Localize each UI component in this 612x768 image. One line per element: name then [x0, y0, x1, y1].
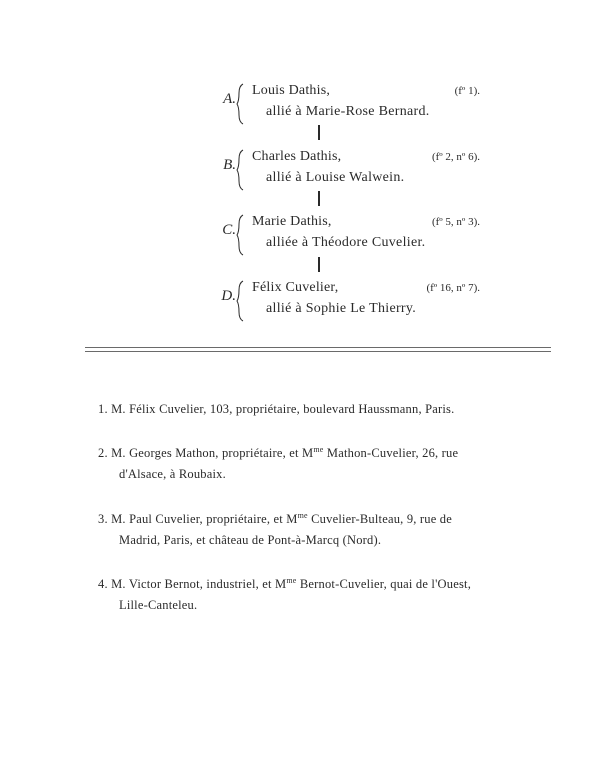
brace-icon	[236, 149, 246, 191]
generation-letter: C.	[222, 222, 236, 238]
divider-rule	[85, 351, 551, 352]
brace-icon	[236, 83, 246, 125]
genealogy-entry-b	[0, 149, 612, 199]
person-name: Félix Cuvelier,	[252, 280, 339, 295]
address-line-continued: Lille-Canteleu.	[119, 598, 198, 612]
folio-reference: (fº 5, nº 3).	[431, 216, 480, 228]
genealogy-entry-a	[0, 83, 612, 133]
brace-icon	[236, 280, 246, 322]
spouse-line: allié à Marie-Rose Bernard.	[266, 104, 430, 119]
spouse-line: allié à Louise Walwein.	[266, 170, 405, 185]
address-line: 3. M. Paul Cuvelier, propriétaire, et $M^{me}$ Cuvelier-Bulteau, 9, rue de	[98, 511, 453, 526]
genealogy-entry-d	[0, 280, 612, 330]
address-entry-3	[98, 509, 558, 551]
address-line: 2. M. Georges Mathon, propriétaire, et $M^{me}$ Mathon-Cuvelier, 26, rue	[98, 445, 459, 460]
folio-reference: (fº 2, nº 6).	[431, 151, 480, 163]
person-name: Marie Dathis,	[252, 214, 332, 229]
generation-letter: D.	[221, 288, 236, 304]
spouse-line: allié à Sophie Le Thierry.	[266, 301, 417, 316]
lineage-connector	[318, 257, 320, 272]
spouse-line: alliée à Théodore Cuvelier.	[266, 235, 426, 250]
generation-letter: B.	[223, 157, 236, 173]
divider-rule	[85, 347, 551, 348]
address-line-continued: Madrid, Paris, et château de Pont-à-Marcq (Nord).	[119, 533, 382, 547]
address-entry-4	[98, 574, 558, 616]
genealogy-entry-c	[0, 214, 612, 264]
address-line: 1. M. Félix Cuvelier, 103, propriétaire, boulevard Haussmann, Paris.	[98, 402, 455, 416]
address-entry-1	[98, 399, 558, 420]
person-name: Charles Dathis,	[252, 149, 342, 164]
folio-reference: (fº 1).	[454, 85, 480, 97]
folio-reference: (fº 16, nº 7).	[426, 282, 480, 294]
brace-icon	[236, 214, 246, 256]
address-line: 4. M. Victor Bernot, industriel, et $M^{me}$ Bernot-Cuvelier, quai de l'Ouest,	[98, 576, 472, 591]
lineage-connector	[318, 125, 320, 140]
address-entry-2	[98, 443, 558, 485]
lineage-connector	[318, 191, 320, 206]
generation-letter: A.	[223, 91, 236, 107]
address-line-continued: d'Alsace, à Roubaix.	[119, 467, 226, 481]
person-name: Louis Dathis,	[252, 83, 331, 98]
